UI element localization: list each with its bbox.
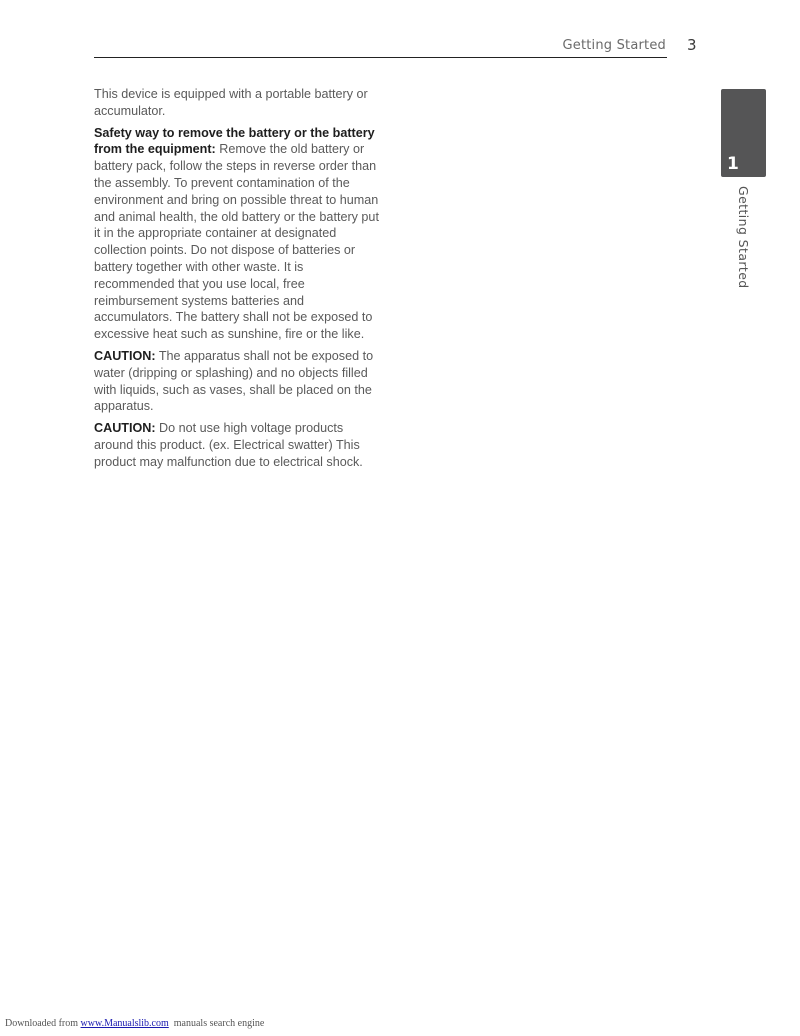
paragraph-caution-voltage [94,420,379,470]
paragraph-battery-removal [94,125,379,343]
chapter-tab-label: Getting Started [736,186,751,289]
paragraph-text: The apparatus shall not be exposed to water (dripping or splashing) and no objects filled with liquids, such as vases, shall be placed on the apparatus. [94,348,374,414]
chapter-number: 1 [727,154,739,174]
paragraph-text: This device is equipped with a portable battery or accumulator. [94,87,368,118]
footer-prefix: Downloaded from [5,1018,81,1029]
paragraph-lead: CAUTION: [94,348,156,363]
paragraph-lead: Safety way to remove the battery or the battery from the equipment: [94,125,375,157]
download-footer [5,1018,264,1029]
manualslib-link[interactable]: www.Manualslib.com [80,1018,169,1029]
paragraph-text: Remove the old battery or battery pack, follow the steps in reverse order than the assembly. To prevent contamination of the environment and bring on possible threat to human and animal health, the old battery or the battery put it in the appropriate container at designated collection points. Do not dispose of batteries or battery together with other waste. It is recommended that you use local, free reimbursement systems batteries and accumulators. The battery shall not be exposed to excessive heat such as sunshine, fire or the like. [94,142,379,342]
paragraph-battery-intro [94,86,379,120]
body-text-column [94,86,379,476]
paragraph-caution-water [94,348,379,415]
running-header-title: Getting Started [562,38,666,53]
paragraph-lead: CAUTION: [94,421,156,436]
page-number: 3 [687,36,697,54]
paragraph-text: Do not use high voltage products around this product. (ex. Electrical swatter) This product may malfunction due to electrical shock. [94,421,363,469]
footer-suffix: manuals search engine [168,1018,265,1029]
chapter-tab [721,89,766,177]
header-divider [94,57,667,58]
